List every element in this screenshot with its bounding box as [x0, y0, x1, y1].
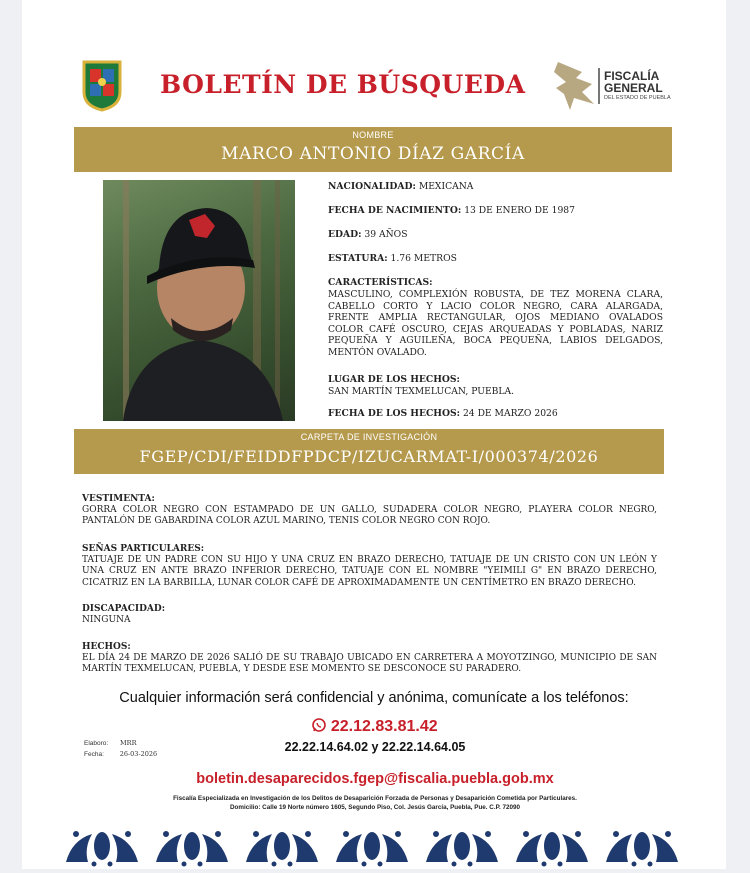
state-seal-icon: [80, 60, 124, 112]
nacimiento-row: [328, 205, 575, 217]
estatura-row: [328, 253, 457, 265]
hechos-label: HECHOS:: [82, 642, 131, 652]
elaboro-block: [84, 738, 157, 760]
senas-label: SEÑAS PARTICULARES:: [82, 544, 205, 554]
elaboro-value: MRR: [120, 739, 137, 747]
whatsapp-icon: [312, 718, 326, 732]
estatura-label: ESTATURA:: [328, 253, 388, 264]
edad-value: 39 AÑOS: [364, 229, 408, 240]
contact-intro: Cualquier información será confidencial y anónima, comunícate a los teléfonos:: [119, 690, 629, 706]
lugar-label: LUGAR DE LOS HECHOS:: [328, 374, 460, 385]
senas-value: TATUAJE DE UN PADRE CON SU HIJO Y UNA CRUZ EN BRAZO DERECHO, TATUAJE DE UN CRISTO CON UN LEÓN Y UNA CRUZ EN ANTE BRAZO INFERIOR DERECHO, TATUAJE CON EL NOMBRE "YEIMILI G" EN BRAZO DERECHO, CICATRIZ EN LA BARBILLA, LUNAR COLOR CAFÉ DE APROXIMADAMENTE UN CENTÍMETRO EN BRAZO DERECHO.: [82, 555, 657, 588]
elaboro-label: Elaboro:: [84, 740, 109, 747]
caracteristicas-value: MASCULINO, COMPLEXIÓN ROBUSTA, DE TEZ MORENA CLARA, CABELLO CORTO Y LACIO COLOR NEGRO, CARA ALARGADA, FRENTE AMPLIA RECTANGULAR, OJOS MEDIANO OVALADOS COLOR CAFÉ OSCURO, CEJAS ARQUEADAS Y POBLADAS, NARIZ PEQUEÑA Y AGUILEÑA, BOCA PEQUEÑA, LABIOS DELGADOS, MENTÓN OVALADO.: [328, 289, 663, 358]
edad-label: EDAD:: [328, 229, 362, 240]
estatura-value: 1.76 METROS: [390, 253, 457, 264]
vestimenta-section: [82, 494, 657, 528]
edad-row: [328, 229, 408, 241]
footer-address: Domicilio: Calle 19 Norte número 1605, Segundo Piso, Col. Jesús García, Puebla, Pue. C.P. 72090: [230, 804, 520, 811]
lugar-block: [328, 374, 514, 398]
hechos-value: EL DÍA 24 DE MARZO DE 2026 SALIÓ DE SU TRABAJO UBICADO EN CARRETERA A MOYOTZINGO, MUNICIPIO DE SAN MARTÍN TEXMELUCAN, PUEBLA, Y DESDE ESE MOMENTO SE DESCONOCE SU PARADERO.: [82, 653, 657, 675]
discapacidad-label: DISCAPACIDAD:: [82, 604, 166, 614]
talavera-ornament: [62, 826, 687, 869]
fecha-value: 26-03-2026: [119, 750, 158, 758]
hechos-section: [82, 642, 657, 676]
person-name: MARCO ANTONIO DÍAZ GARCÍA: [221, 144, 525, 164]
caracteristicas-label: CARACTERÍSTICAS:: [328, 277, 433, 288]
fiscalia-logo: [552, 58, 692, 114]
carpeta-number: FGEP/CDI/FEIDDFPDCP/IZUCARMAT-I/000374/2026: [139, 447, 599, 466]
nacionalidad-label: NACIONALIDAD:: [328, 181, 416, 192]
lugar-value: SAN MARTÍN TEXMELUCAN, PUEBLA.: [328, 386, 515, 397]
contact-email[interactable]: boletin.desaparecidos.fgep@fiscalia.puebla.gob.mx: [196, 771, 554, 787]
phone-numbers[interactable]: 22.22.14.64.02 y 22.22.14.64.05: [284, 740, 466, 754]
nacionalidad-value: MEXICANA: [418, 181, 474, 192]
nacionalidad-row: [328, 181, 473, 193]
nacimiento-value: 13 DE ENERO DE 1987: [464, 205, 575, 216]
logo-text-fiscalia: FISCALÍA: [604, 69, 660, 83]
fecha-label: Fecha:: [84, 751, 104, 758]
page-title: BOLETÍN DE BÚSQUEDA: [160, 70, 526, 99]
logo-text-general: GENERAL: [604, 81, 663, 95]
name-label: NOMBRE: [352, 130, 394, 140]
name-bar: [74, 127, 672, 172]
discapacidad-section: [82, 604, 657, 626]
vestimenta-label: VESTIMENTA:: [82, 494, 155, 504]
caracteristicas-block: [328, 277, 663, 358]
fecha-hechos-row: [328, 408, 558, 420]
discapacidad-value: NINGUNA: [82, 615, 131, 626]
fecha-hechos-value: 24 DE MARZO 2026: [462, 408, 558, 419]
vestimenta-value: GORRA COLOR NEGRO CON ESTAMPADO DE UN GALLO, SUDADERA COLOR NEGRO, PLAYERA COLOR NEGRO, PANTALÓN DE GABARDINA COLOR AZUL MARINO, TENIS COLOR NEGRO CON ROJO.: [82, 505, 657, 527]
nacimiento-label: FECHA DE NACIMIENTO:: [328, 205, 462, 216]
person-photo: [103, 180, 295, 421]
senas-section: [82, 544, 657, 589]
footer-fiscalia: Fiscalía Especializada en Investigación de los Delitos de Desaparición Forzada de Personas y Desaparición Cometida por Particulares.: [173, 795, 577, 802]
carpeta-bar: [74, 429, 664, 474]
carpeta-label: CARPETA DE INVESTIGACIÓN: [300, 432, 438, 442]
whatsapp-line: [0, 718, 750, 736]
logo-text-estado: DEL ESTADO DE PUEBLA: [604, 95, 671, 101]
fecha-hechos-label: FECHA DE LOS HECHOS:: [328, 408, 461, 419]
whatsapp-number[interactable]: 22.12.83.81.42: [330, 718, 438, 735]
